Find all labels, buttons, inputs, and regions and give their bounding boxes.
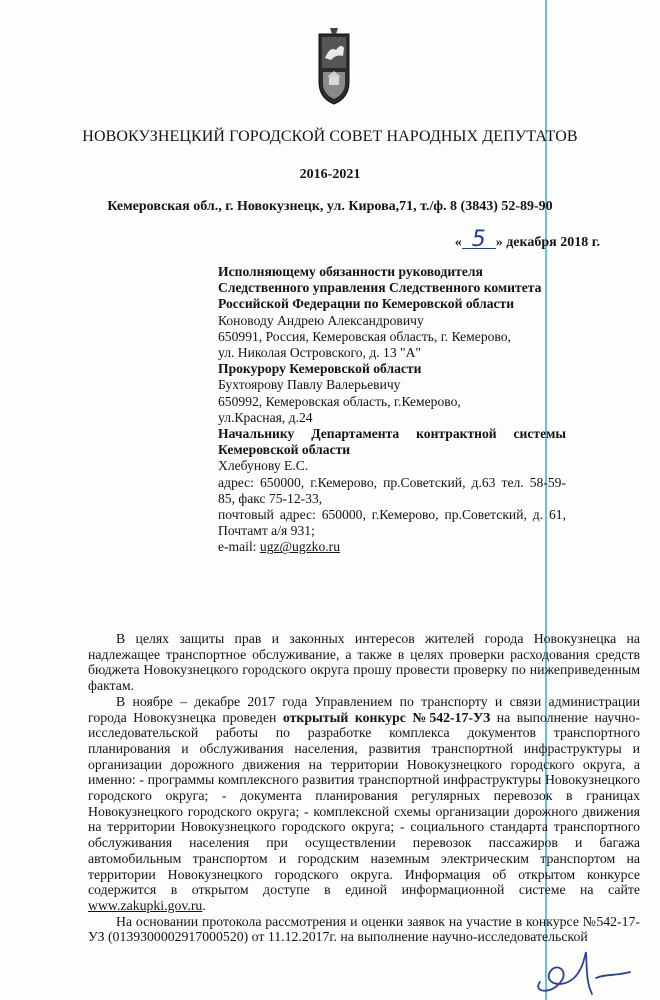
recipient-3-name: Хлебунову Е.С. <box>218 458 309 474</box>
recipient-3-email-line <box>218 539 566 555</box>
council-address: Кемеровская обл., г. Новокузнецк, ул. Кирова,71, т./ф. 8 (3843) 52-89-90 <box>107 199 553 214</box>
tender-number: открытый конкурс №542-17-УЗ <box>282 709 491 725</box>
recipient-2-name: Бухтоярову Павлу Валерьевичу <box>218 377 401 393</box>
recipient-3-title: Начальнику Департамента контрактной системы Кемеровской области <box>218 426 566 458</box>
date-quote-open: « <box>454 235 462 250</box>
recipient-1-address-line2: ул. Николая Островского, д. 13 "А" <box>218 345 421 361</box>
recipient-2-address-line2: ул.Красная, д.24 <box>218 409 313 425</box>
recipient-1-title: Исполняющему обязанности руководителя Следственного управления Следственного комитета Российской Федерации по Кемеровской области <box>218 264 542 312</box>
zakupki-link[interactable]: www.zakupki.gov.ru <box>88 897 203 913</box>
handwritten-signature <box>526 948 636 1000</box>
recipient-1-name: Коноводу Андрею Александровичу <box>218 312 424 328</box>
recipient-3-postal-address: почтовый адрес: 650000, г.Кемерово, пр.Советский, д. 61, Почтамт а/я 931; <box>218 507 566 539</box>
recipient-3-address: адрес: 650000, г.Кемерово, пр.Советский, д.63 тел. 58-59-85, факс 75-12-33, <box>218 474 566 506</box>
body-paragraph-2 <box>88 694 640 914</box>
recipient-1-address-line1: 650991, Россия, Кемеровская область, г. Кемерово, <box>218 328 511 344</box>
recipient-2-address-line1: 650992, Кемеровская область, г.Кемерово, <box>218 393 461 409</box>
letter-date <box>454 227 600 252</box>
email-link[interactable]: ugz@ugzko.ru <box>259 539 340 555</box>
city-coat-of-arms-icon <box>316 28 352 108</box>
council-term: 2016-2021 <box>299 167 361 182</box>
council-name: НОВОКУЗНЕЦКИЙ ГОРОДСКОЙ СОВЕТ НАРОДНЫХ ДЕПУТАТОВ <box>82 128 578 145</box>
email-label: e-mail: <box>218 539 260 555</box>
p2-end: . <box>202 897 206 913</box>
recipients-block <box>218 264 566 556</box>
p2-intro: В ноябре – декабре 2017 года Управлением по транспорту и связи администрации города Новокузнецка проведен <box>88 693 640 725</box>
letter-body <box>88 631 640 945</box>
p2-main: на выполнение научно-исследовательской работы по разработке комплекса документов транспортного планирования и обслуживания населения, развития транспортной инфраструктуры и организации дорожного движения на территории Новокузнецкого городского округа, а именно: - программы комплексного развития транспортной инфраструктуры Новокузнецкого городского округа; - документа планирования регулярных перевозок в границах Новокузнецкого городского округа; - комплексной схемы организации дорожного движения на территории Новокузнецкого городского округа; - социального стандарта транспортного обслуживания населения при осуществлении перевозок пассажиров и багажа автомобильным транспортом и городским наземным электрическим транспортом на территории Новокузнецкого городского округа. Информация об открытом конкурсе содержится в открытом доступе в единой информационной системе на сайте <box>88 709 641 898</box>
recipient-2-title: Прокурору Кемеровской области <box>218 361 422 377</box>
body-paragraph-3: На основании протокола рассмотрения и оценки заявок на участие в конкурсе №542-17-УЗ (0139300002917000520) от 11.12.2017г. на выполнение научно-исследовательской <box>88 913 640 945</box>
date-day-handwritten: 5 <box>462 232 496 249</box>
date-month-year: » декабря 2018 г. <box>495 235 600 250</box>
body-paragraph-1: В целях защиты прав и законных интересов жителей города Новокузнецка на надлежащее транспортное обслуживание, а также в целях проверки расходования средств бюджета Новокузнецкого городского округа прошу провести проверку по нижеприведенным фактам. <box>88 631 640 694</box>
